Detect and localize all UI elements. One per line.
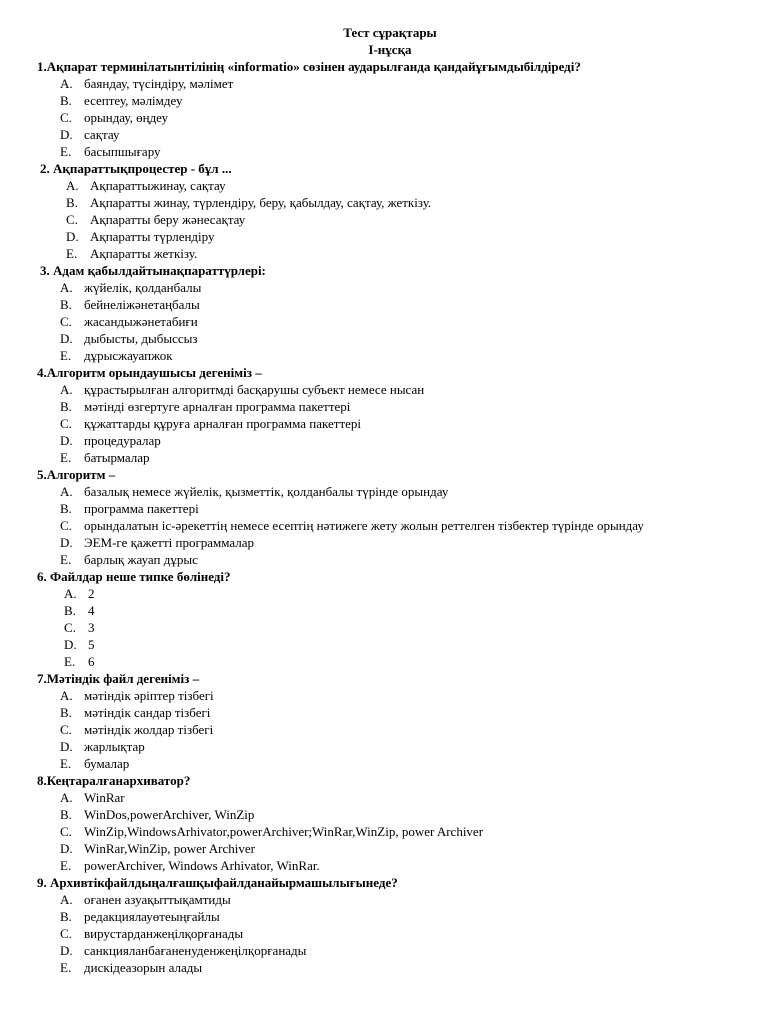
option-letter: E. (66, 246, 78, 261)
option-a (0, 789, 768, 806)
option-e (0, 755, 768, 772)
option-a (0, 381, 768, 398)
option-text: дискідеазорын алады (84, 960, 203, 975)
option-letter: D. (60, 331, 73, 346)
option-d (0, 432, 768, 449)
option-a (0, 177, 768, 194)
option-b (0, 908, 768, 925)
option-text: баяндау, түсіндіру, мәлімет (84, 76, 234, 91)
option-text: WinRar (84, 790, 125, 805)
option-letter: A. (60, 892, 73, 907)
option-text: жарлықтар (84, 739, 145, 754)
option-a (0, 483, 768, 500)
option-text: мәтіндік әріптер тізбегі (84, 688, 214, 703)
option-text: орындау, өңдеу (84, 110, 169, 125)
option-letter: E. (60, 960, 72, 975)
option-text: жүйелік, қолданбалы (84, 280, 202, 295)
option-a (0, 891, 768, 908)
option-letter: C. (60, 824, 72, 839)
option-c (0, 823, 768, 840)
option-letter: D. (60, 127, 73, 142)
option-c (0, 721, 768, 738)
option-e (0, 449, 768, 466)
option-text: 3 (88, 620, 95, 635)
option-text: базалық немесе жүйелік, қызметтік, қолданбалы түрінде орындау (84, 484, 449, 499)
option-d (0, 126, 768, 143)
question-1 (0, 58, 768, 160)
option-c (0, 619, 768, 636)
question-text: 1.Ақпарат терминілатынтілінің «informatio» сөзінен аударылғанда қандайұғымдыбілдіреді? (37, 59, 581, 74)
option-text: құжаттарды құруға арналған программа пакеттері (84, 416, 362, 431)
question-text: 7.Мәтіндік файл дегеніміз – (37, 671, 200, 686)
option-text: есептеу, мәлімдеу (84, 93, 183, 108)
option-text: вирустарданжеңілқорғанады (84, 926, 244, 941)
option-text: дұрысжауапжок (84, 348, 173, 363)
option-text: WinDos,powerArchiver, WinZip (84, 807, 255, 822)
option-a (0, 687, 768, 704)
option-letter: A. (60, 484, 73, 499)
option-text: бумалар (84, 756, 130, 771)
option-letter: A. (60, 790, 73, 805)
option-b (0, 602, 768, 619)
option-text: Ақпаратты жинау, түрлендіру, беру, қабылдау, сақтау, жеткізу. (90, 195, 432, 210)
option-letter: C. (66, 212, 78, 227)
option-a (0, 75, 768, 92)
option-letter: A. (60, 280, 73, 295)
option-letter: D. (66, 229, 79, 244)
option-letter: A. (60, 76, 73, 91)
option-letter: B. (66, 195, 78, 210)
option-text: дыбысты, дыбыссыз (84, 331, 198, 346)
question-text: 3. Адам қабылдайтынақпараттүрлері: (40, 263, 266, 278)
option-c (0, 313, 768, 330)
option-text: 2 (88, 586, 95, 601)
option-text: бейнеліжәнетаңбалы (84, 297, 200, 312)
option-d (0, 738, 768, 755)
option-letter: E. (60, 858, 72, 873)
option-letter: E. (60, 756, 72, 771)
option-text: жасандыжәнетабиғи (84, 314, 198, 329)
question-text: 5.Алгоритм – (37, 467, 116, 482)
option-c (0, 211, 768, 228)
option-letter: A. (64, 586, 77, 601)
option-a (0, 585, 768, 602)
option-letter: E. (60, 144, 72, 159)
option-d (0, 942, 768, 959)
option-letter: C. (60, 416, 72, 431)
option-b (0, 704, 768, 721)
option-c (0, 925, 768, 942)
question-3 (0, 262, 768, 364)
option-text: Ақпаратты түрлендіру (90, 229, 215, 244)
option-letter: B. (60, 807, 72, 822)
question-text: 8.Кеңтаралғанархиватор? (37, 773, 191, 788)
option-letter: E. (64, 654, 76, 669)
option-b (0, 296, 768, 313)
option-d (0, 840, 768, 857)
option-d (0, 228, 768, 245)
variant-label: І-нұсқа (368, 42, 412, 57)
option-c (0, 517, 768, 534)
option-text: сақтау (84, 127, 120, 142)
option-letter: D. (60, 535, 73, 550)
option-text: Ақпаратты жеткізу. (90, 246, 198, 261)
option-letter: B. (60, 399, 72, 414)
option-letter: E. (60, 450, 72, 465)
option-e (0, 143, 768, 160)
option-letter: D. (60, 433, 73, 448)
option-text: батырмалар (84, 450, 150, 465)
option-d (0, 636, 768, 653)
option-b (0, 398, 768, 415)
option-text: орындалатын іс-әрекеттің немесе есептің нәтижеге жету жолын реттелген тізбектер түрінде орындау (84, 518, 644, 533)
option-letter: C. (60, 110, 72, 125)
option-text: редакциялауөтеыңғайлы (84, 909, 220, 924)
option-letter: D. (60, 841, 73, 856)
option-d (0, 330, 768, 347)
option-letter: C. (60, 518, 72, 533)
option-text: 6 (88, 654, 95, 669)
option-a (0, 279, 768, 296)
option-text: барлық жауап дұрыс (84, 552, 198, 567)
option-d (0, 534, 768, 551)
option-text: 4 (88, 603, 95, 618)
question-7 (0, 670, 768, 772)
option-e (0, 857, 768, 874)
option-text: санкцияланбағаненуденжеңілқорғанады (84, 943, 307, 958)
option-text: құрастырылған алгоритмді басқарушы субъект немесе нысан (84, 382, 425, 397)
document-title: Тест сұрақтары (343, 25, 437, 40)
question-4 (0, 364, 768, 466)
option-letter: A. (60, 382, 73, 397)
option-letter: E. (60, 348, 72, 363)
option-letter: D. (60, 943, 73, 958)
option-e (0, 347, 768, 364)
option-text: мәтіндік жолдар тізбегі (84, 722, 214, 737)
option-c (0, 109, 768, 126)
option-b (0, 194, 768, 211)
option-b (0, 92, 768, 109)
option-text: процедуралар (84, 433, 161, 448)
question-8 (0, 772, 768, 874)
option-letter: B. (60, 705, 72, 720)
option-letter: C. (60, 314, 72, 329)
option-text: ЭЕМ-ге қажетті программалар (84, 535, 255, 550)
option-letter: A. (66, 178, 79, 193)
option-b (0, 500, 768, 517)
option-letter: E. (60, 552, 72, 567)
question-2 (0, 160, 768, 262)
option-text: оғанен азуақыттықамтиды (84, 892, 231, 907)
option-letter: C. (60, 722, 72, 737)
option-text: WinZip,WindowsArhivator,powerArchiver;WinRar,WinZip, power Archiver (84, 824, 484, 839)
option-text: WinRar,WinZip, power Archiver (84, 841, 255, 856)
option-text: мәтінді өзгертуге арналған программа пакеттері (84, 399, 351, 414)
option-letter: B. (60, 297, 72, 312)
question-text: 2. Ақпараттықпроцестер - бұл ... (40, 161, 232, 176)
option-text: Ақпаратты беру жәнесақтау (90, 212, 246, 227)
option-letter: D. (60, 739, 73, 754)
option-letter: A. (60, 688, 73, 703)
test-document (0, 24, 768, 976)
option-e (0, 959, 768, 976)
option-letter: B. (60, 909, 72, 924)
option-e (0, 551, 768, 568)
question-6 (0, 568, 768, 670)
option-letter: C. (60, 926, 72, 941)
question-text: 4.Алгоритм орындаушысы дегеніміз – (37, 365, 262, 380)
option-e (0, 245, 768, 262)
option-letter: B. (60, 501, 72, 516)
option-letter: B. (60, 93, 72, 108)
option-letter: B. (64, 603, 76, 618)
option-b (0, 806, 768, 823)
option-e (0, 653, 768, 670)
option-c (0, 415, 768, 432)
option-text: басыпшығару (84, 144, 161, 159)
option-text: Ақпараттыжинау, сақтау (90, 178, 226, 193)
question-9 (0, 874, 768, 976)
question-text: 6. Файлдар неше типке бөлінеді? (37, 569, 231, 584)
question-text: 9. Архивтікфайлдыңалғашқыфайлданайырмашылығынеде? (37, 875, 398, 890)
option-letter: D. (64, 637, 77, 652)
option-letter: C. (64, 620, 76, 635)
option-text: powerArchiver, Windows Arhivator, WinRar. (84, 858, 320, 873)
question-5 (0, 466, 768, 568)
option-text: программа пакеттері (84, 501, 199, 516)
option-text: 5 (88, 637, 95, 652)
option-text: мәтіндік сандар тізбегі (84, 705, 211, 720)
